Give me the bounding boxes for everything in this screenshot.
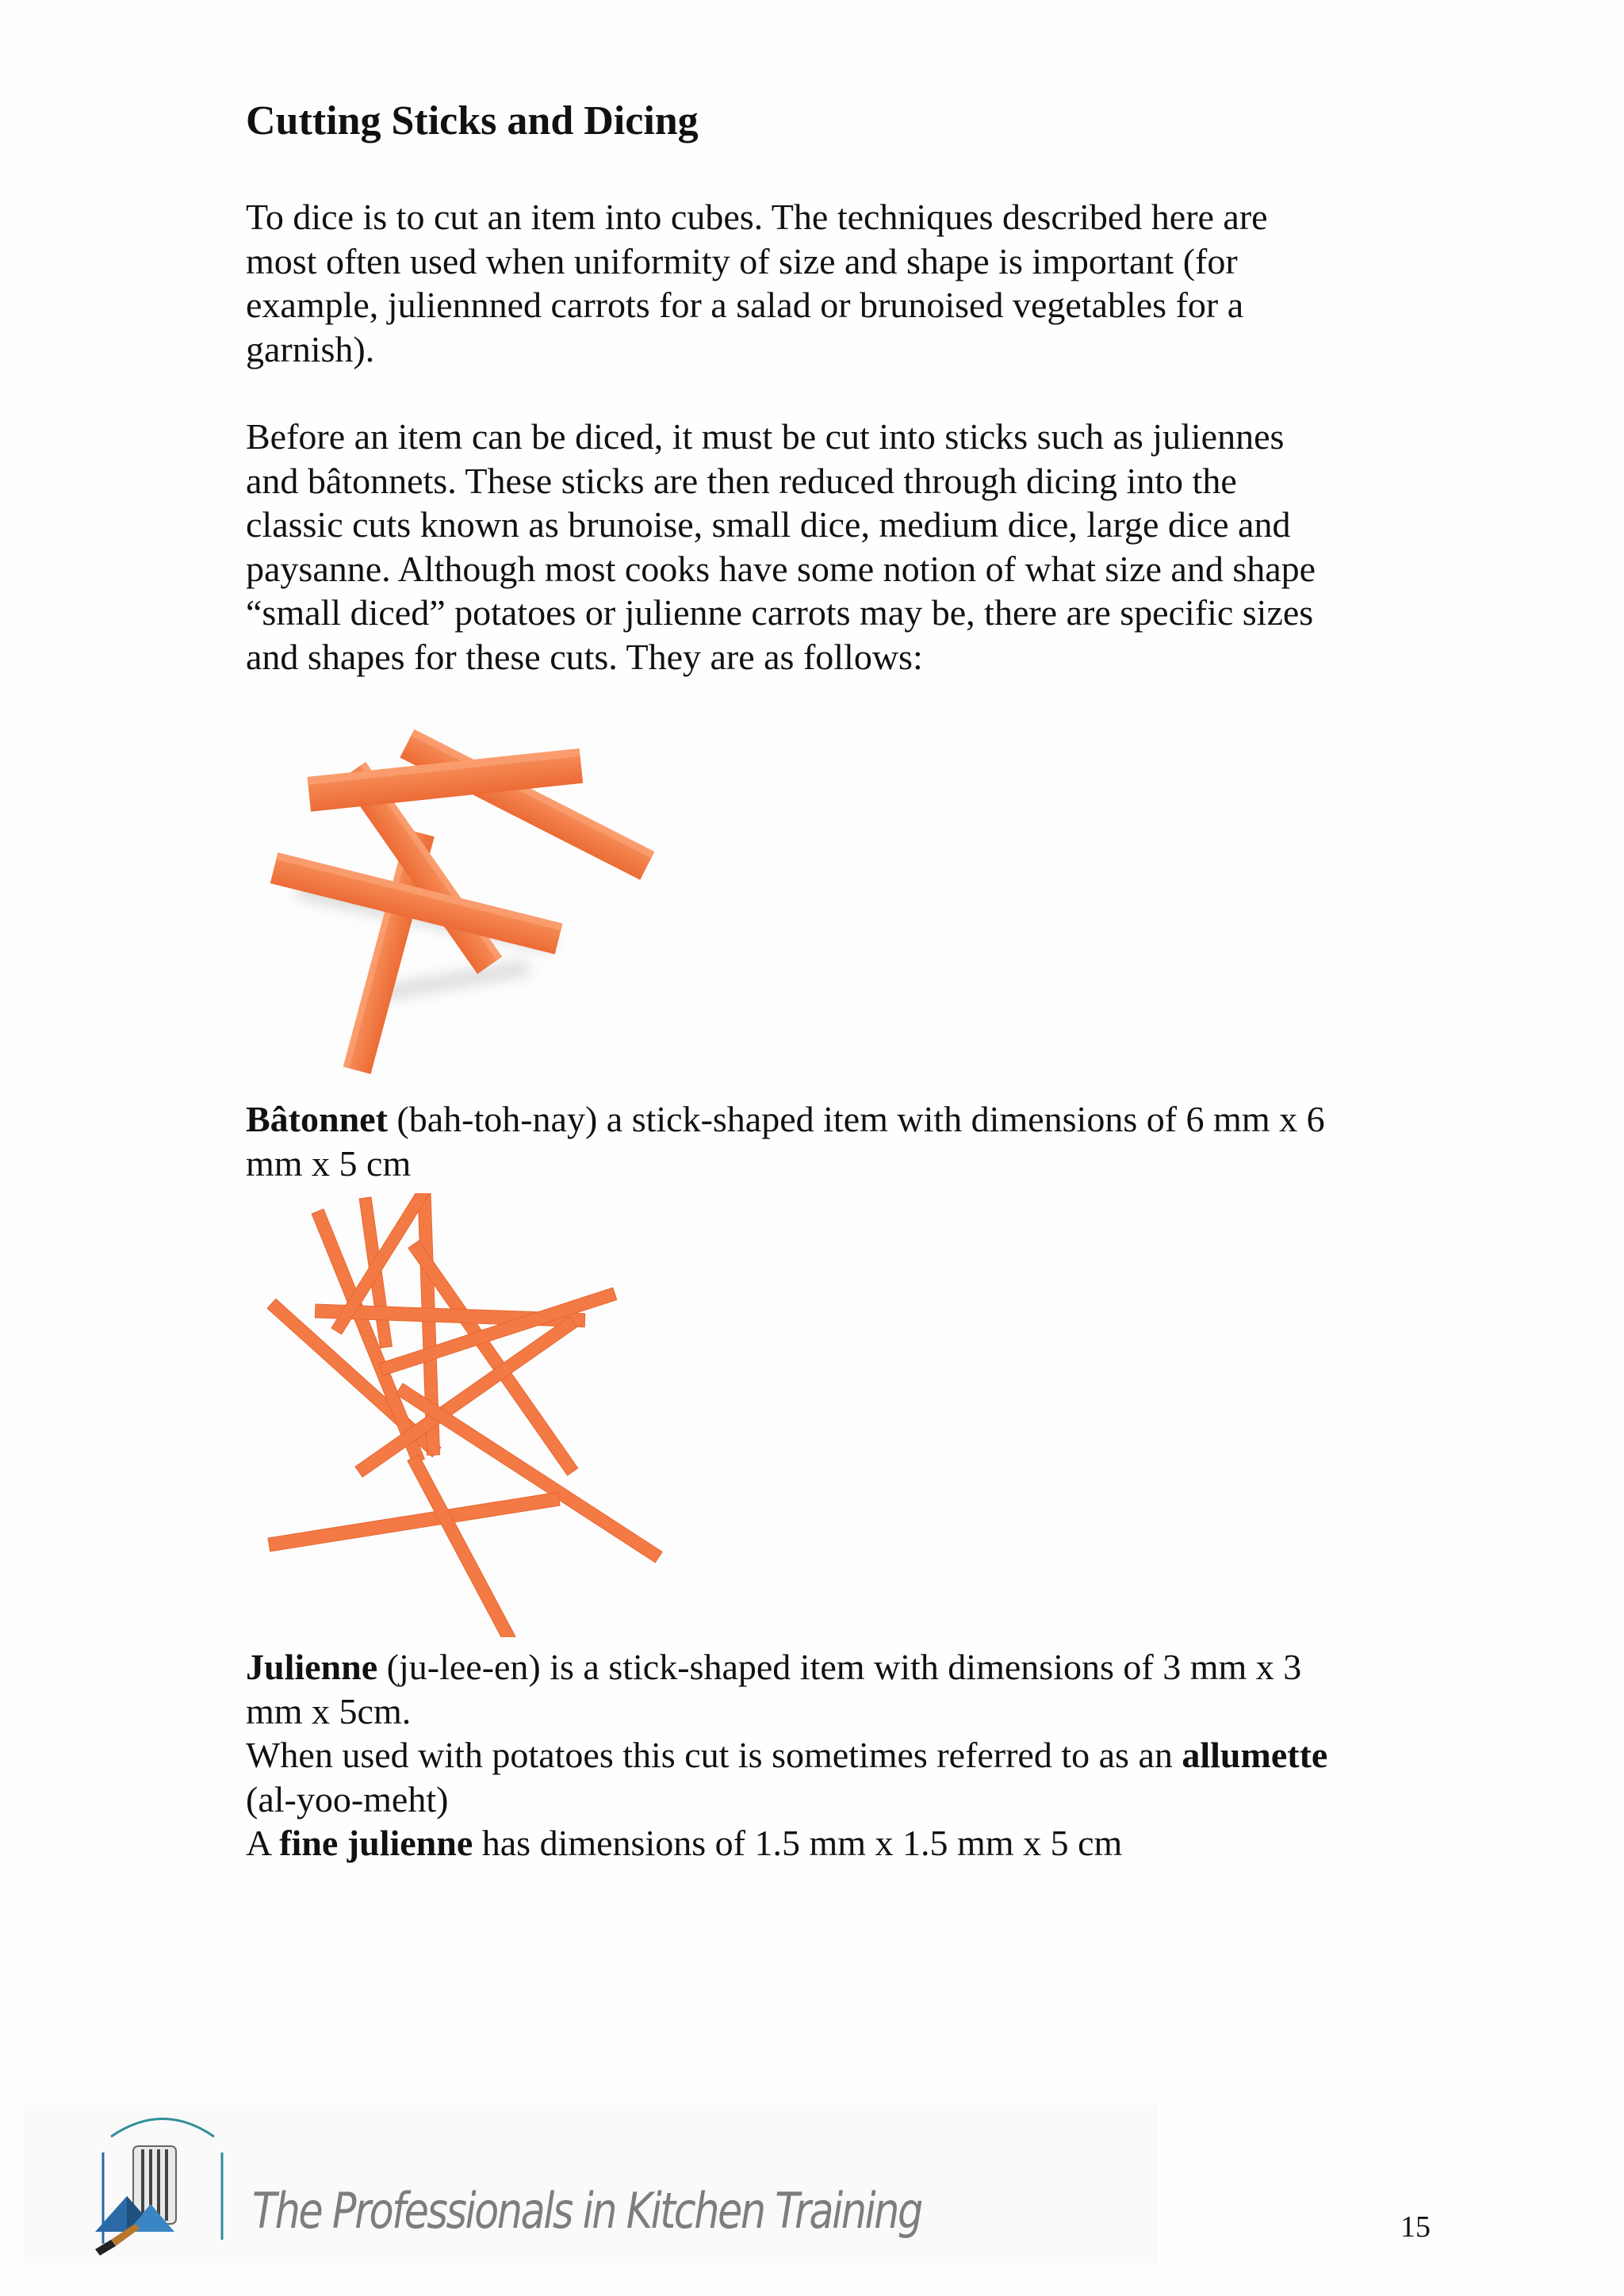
julienne-carrot-photo [252,1193,720,1637]
text-line: garnish). [246,328,375,369]
text-line [246,1821,1404,1866]
batonnet-caption [246,1097,1404,1185]
caption-text: A [246,1823,280,1863]
intro-paragraph [246,195,1396,371]
text-line: example, juliennned carrots for a salad or brunoised vegetables for a [246,285,1244,325]
batonnet-carrot-photo [252,718,720,1090]
text-line [246,1645,1404,1689]
text-line: and bâtonnets. These sticks are then reduced through dicing into the [246,460,1237,501]
text-line: Before an item can be diced, it must be cut into sticks such as juliennes [246,416,1285,457]
caption-text: When used with potatoes this cut is sometimes referred to as an [246,1735,1182,1775]
batonnet-illustration [252,718,720,1090]
text-line: and shapes for these cuts. They are as follows: [246,636,923,677]
text-line: classic cuts known as brunoise, small dice, medium dice, large dice and [246,504,1291,545]
julienne-illustration [252,1193,720,1637]
term-allumette: allumette [1182,1735,1328,1775]
text-line: To dice is to cut an item into cubes. The techniques described here are [246,197,1268,237]
logo-icon [87,2105,246,2263]
caption-text: (bah-toh-nay) a stick-shaped item with dimensions of 6 mm x 6 [387,1099,1325,1139]
text-line: mm x 5 cm [246,1142,412,1184]
text-line: (al-yoo-meht) [246,1778,449,1820]
footer-tagline: The Professionals in Kitchen Training [252,2182,921,2240]
text-line [246,1097,1404,1142]
chefs-association-logo [87,2105,246,2263]
carrot-stick [408,1455,515,1637]
caption-text: (ju-lee-en) is a stick-shaped item with dimensions of 3 mm x 3 [377,1647,1302,1687]
caption-text: has dimensions of 1.5 mm x 1.5 mm x 5 cm [473,1823,1123,1863]
text-line [246,1733,1404,1777]
term-julienne: Julienne [246,1647,378,1687]
text-line: most often used when uniformity of size and shape is important (for [246,240,1238,281]
text-line: paysanne. Although most cooks have some notion of what size and shape [246,548,1316,589]
carrot-stick [400,729,654,880]
page-number: 15 [1400,2210,1431,2244]
sticks-paragraph [246,415,1396,679]
text-line: mm x 5cm. [246,1690,412,1732]
text-line: “small diced” potatoes or julienne carrots may be, there are specific sizes [246,592,1314,633]
term-fine-julienne: fine julienne [279,1823,473,1863]
section-heading: Cutting Sticks and Dicing [246,98,699,144]
term-batonnet: Bâtonnet [246,1099,388,1139]
julienne-caption [246,1645,1404,1866]
carrot-stick [268,1492,560,1552]
